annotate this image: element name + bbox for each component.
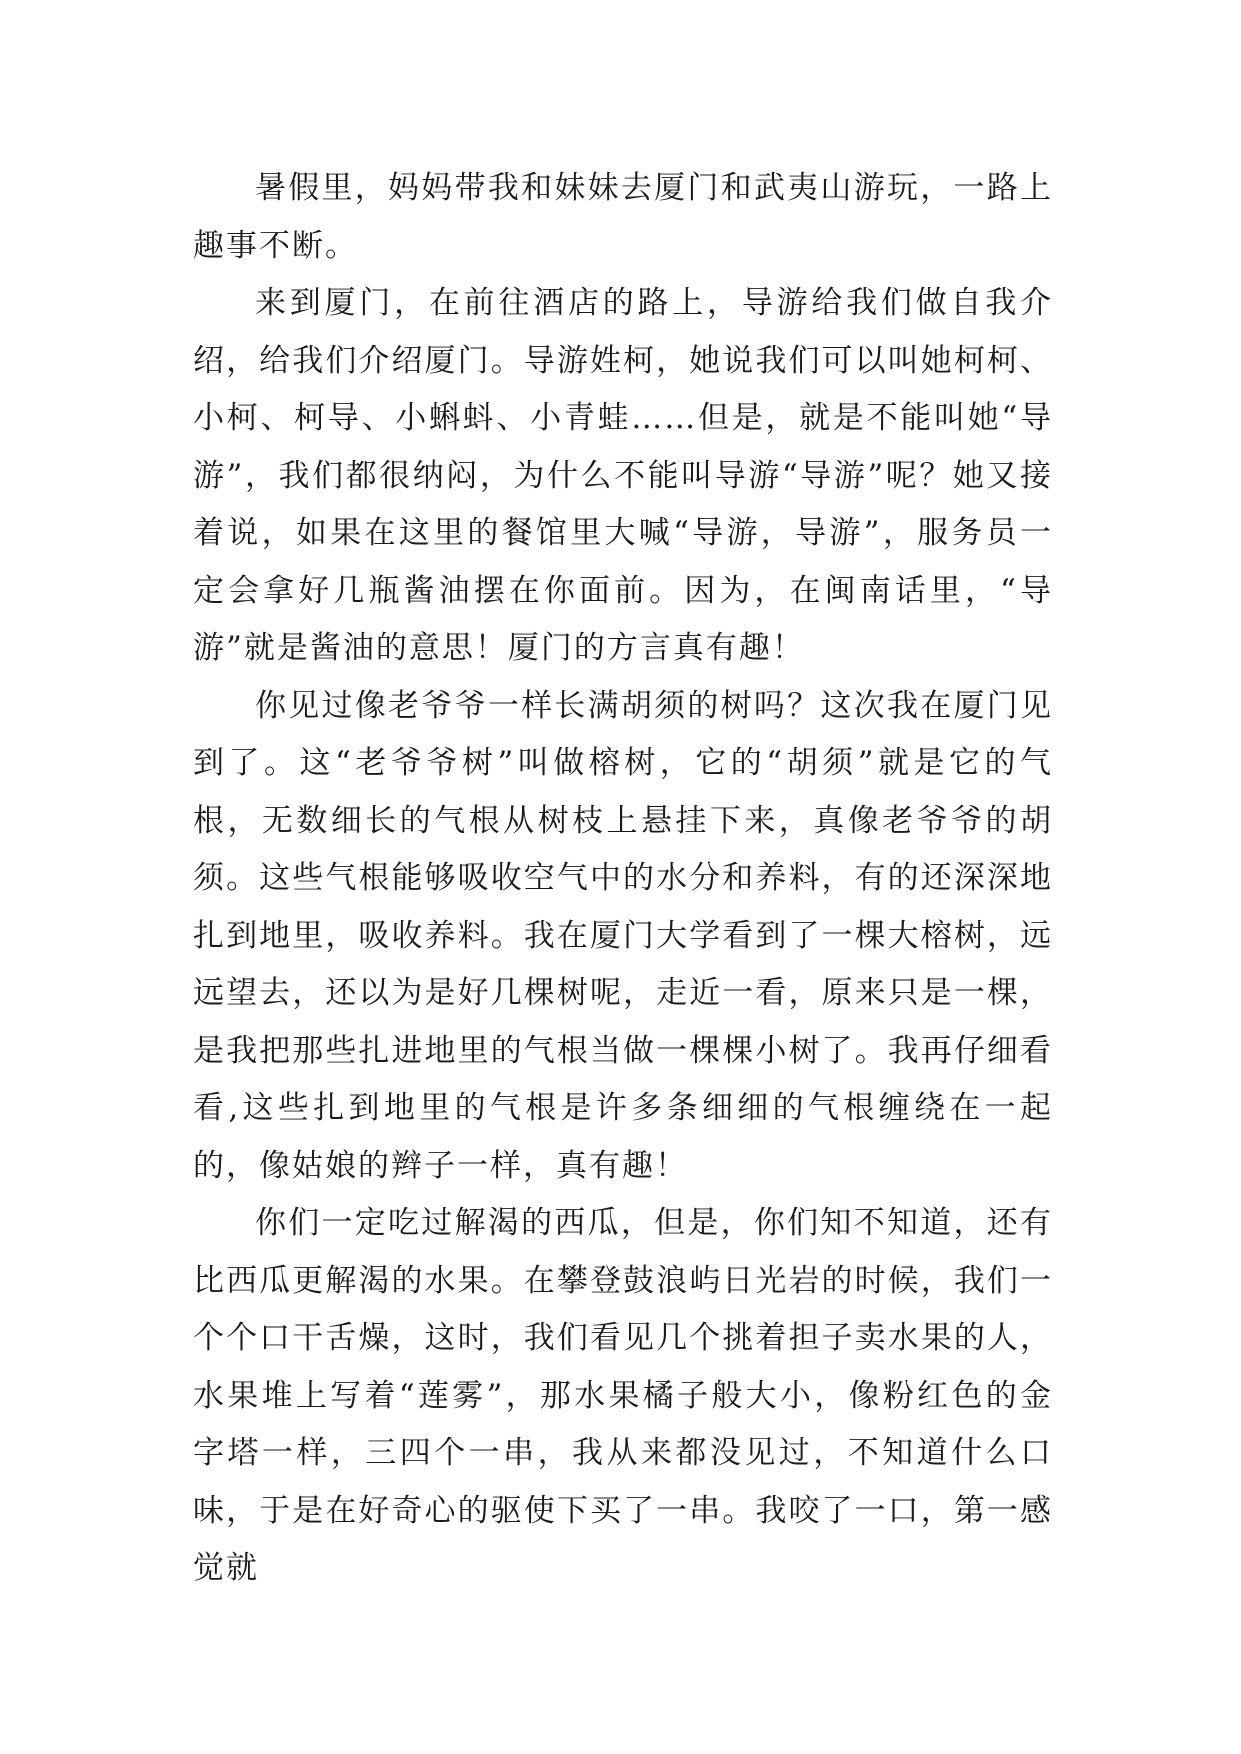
paragraph-2: 来到厦门，在前往酒店的路上，导游给我们做自我介绍，给我们介绍厦门。导游姓柯，她说我们可以叫她柯柯、小柯、柯导、小蝌蚪、小青蛙……但是，就是不能叫她“导游”，我们都很纳闷，为什么不能叫导游“导游”呢？她又接着说，如果在这里的餐馆里大喊“导游，导游”，服务员一定会拿好几瓶酱油摆在你面前。因为，在闽南话里，“导游”就是酱油的意思！厦门的方言真有趣！ (193, 285, 1053, 666)
paragraph-1: 暑假里，妈妈带我和妹妹去厦门和武夷山游玩，一路上趣事不断。 (193, 170, 1053, 264)
document-body (193, 160, 1053, 1598)
paragraph-3: 你见过像老爷爷一样长满胡须的树吗？这次我在厦门见到了。这“老爷爷树”叫做榕树，它的“胡须”就是它的气根，无数细长的气根从树枝上悬挂下来，真像老爷爷的胡须。这些气根能够吸收空气中的水分和养料，有的还深深地扎到地里，吸收养料。我在厦门大学看到了一棵大榕树，远远望去，还以为是好几棵树呢，走近一看，原来只是一棵，是我把那些扎进地里的气根当做一棵棵小树了。我再仔细看看,这些扎到地里的气根是许多条细细的气根缠绕在一起的，像姑娘的辫子一样，真有趣！ (193, 687, 1053, 1184)
paragraph-4: 你们一定吃过解渴的西瓜，但是，你们知不知道，还有比西瓜更解渴的水果。在攀登鼓浪屿日光岩的时候，我们一个个口干舌燥，这时，我们看见几个挑着担子卖水果的人，水果堆上写着“莲雾”，那水果橘子般大小，像粉红色的金字塔一样，三四个一串，我从来都没见过，不知道什么口味，于是在好奇心的驱使下买了一串。我咬了一口，第一感觉就 (193, 1205, 1053, 1586)
